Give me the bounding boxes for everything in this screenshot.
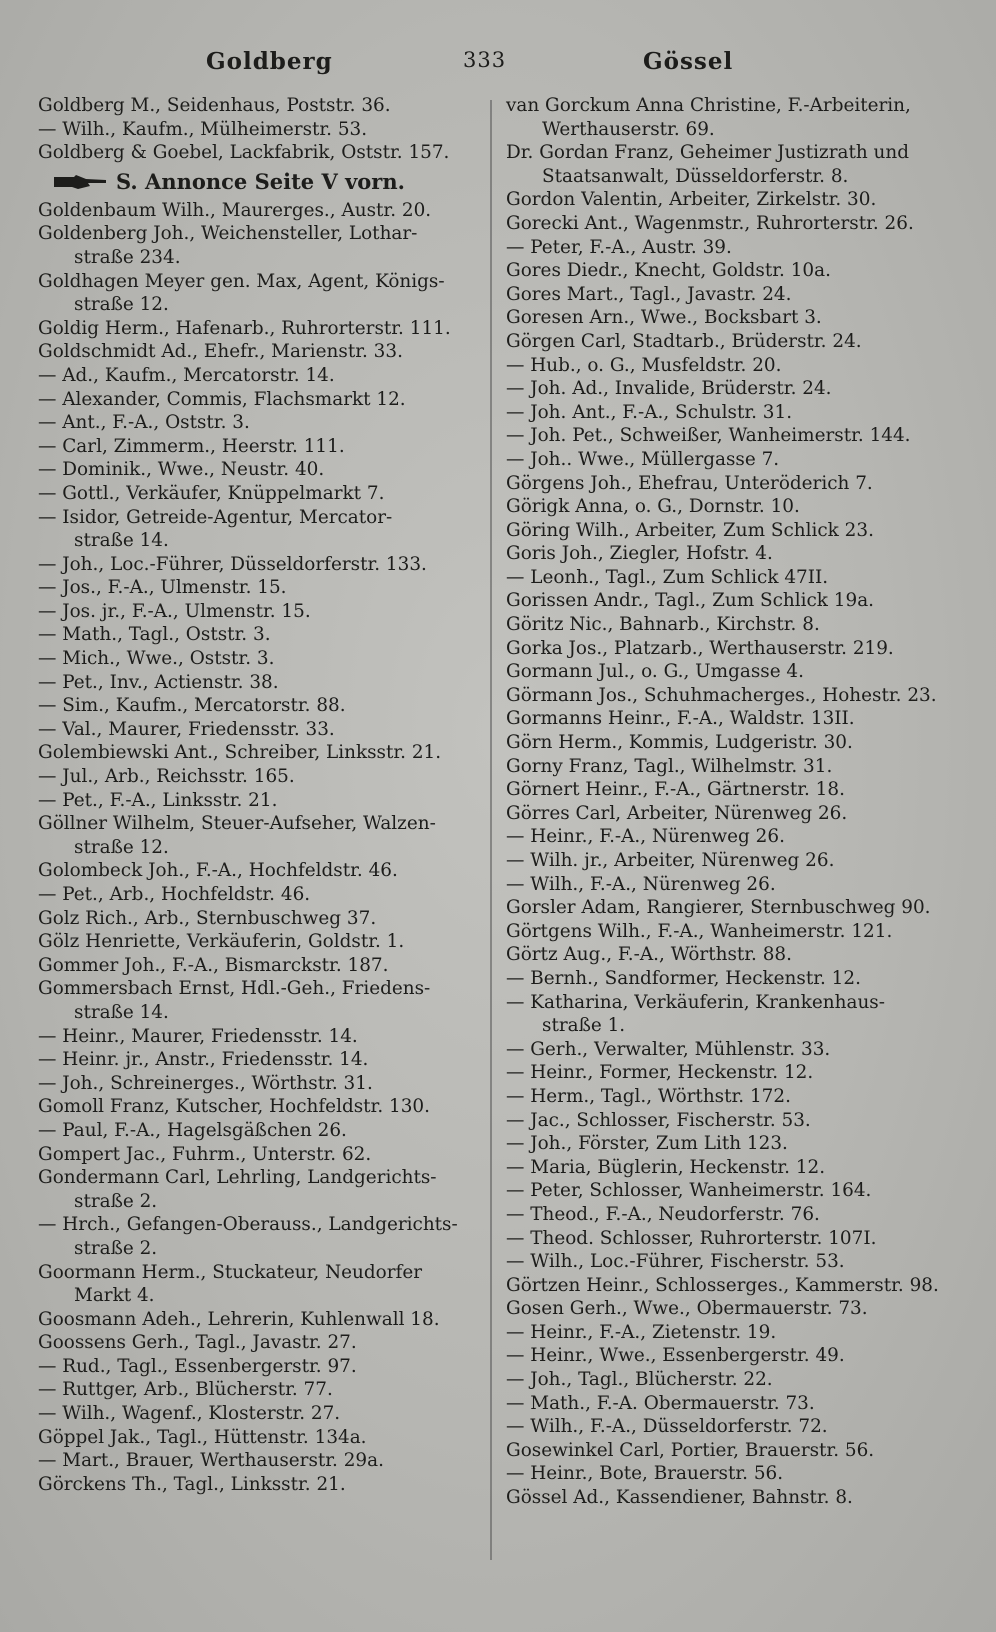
directory-entry: — Joh., Loc.-Führer, Düsseldorferstr. 133. <box>38 553 427 575</box>
directory-entry: van Gorckum Anna Christine, F.-Arbeiterin, <box>506 95 911 116</box>
directory-entry-continuation: straße 12. <box>74 294 169 316</box>
directory-entry-continuation: Staatsanwalt, Düsseldorferstr. 8. <box>542 165 849 187</box>
directory-entry: Göring Wilh., Arbeiter, Zum Schlick 23. <box>506 519 874 541</box>
directory-entry: — Joh., Schreinerges., Wörthstr. 31. <box>38 1072 373 1094</box>
directory-entry: Gores Mart., Tagl., Javastr. 24. <box>506 283 792 305</box>
directory-entry: Görmann Jos., Schuhmacherges., Hohestr. 23. <box>506 684 937 706</box>
directory-entry: — Heinr., Bote, Brauerstr. 56. <box>506 1463 784 1485</box>
directory-entry: Goldschmidt Ad., Ehefr., Marienstr. 33. <box>38 341 403 363</box>
directory-entry: Görtz Aug., F.-A., Wörthstr. 88. <box>506 944 792 966</box>
directory-entry: Gompert Jac., Fuhrm., Unterstr. 62. <box>38 1143 372 1165</box>
page-number: 333 <box>463 48 507 72</box>
directory-entry: — Joh. Pet., Schweißer, Wanheimerstr. 144. <box>506 425 911 447</box>
directory-entry: Gölz Henriette, Verkäuferin, Goldstr. 1. <box>38 931 405 953</box>
directory-entry: Gomoll Franz, Kutscher, Hochfeldstr. 130. <box>38 1096 430 1118</box>
directory-entry: — Alexander, Commis, Flachsmarkt 12. <box>38 388 406 410</box>
directory-entry: Goosmann Adeh., Lehrerin, Kuhlenwall 18. <box>38 1308 440 1330</box>
directory-entry: — Wilh., F.-A., Nürenweg 26. <box>506 873 776 895</box>
directory-entry: — Math., Tagl., Oststr. 3. <box>38 624 271 646</box>
directory-entry: — Joh., Förster, Zum Lith 123. <box>506 1133 788 1155</box>
directory-entry: — Paul, F.-A., Hagelsgäßchen 26. <box>38 1119 347 1141</box>
directory-entry-continuation: straße 234. <box>74 246 181 268</box>
directory-entry: — Hrch., Gefangen-Oberauss., Landgerichts- <box>38 1214 458 1236</box>
directory-entry: Goldenbaum Wilh., Maurerges., Austr. 20. <box>38 199 432 221</box>
directory-entry: Goldhagen Meyer gen. Max, Agent, Königs- <box>38 270 445 292</box>
directory-entry: Göllner Wilhelm, Steuer-Aufseher, Walzen- <box>38 813 436 835</box>
directory-entry: Goris Joh., Ziegler, Hofstr. 4. <box>506 543 773 565</box>
directory-entry: Gosewinkel Carl, Portier, Brauerstr. 56. <box>506 1439 875 1461</box>
directory-entry: — Joh. Ad., Invalide, Brüderstr. 24. <box>506 378 832 400</box>
directory-entry: — Mich., Wwe., Oststr. 3. <box>38 648 275 670</box>
directory-entry: Gommer Joh., F.-A., Bismarckstr. 187. <box>38 954 389 976</box>
directory-entry: — Jos. jr., F.-A., Ulmenstr. 15. <box>38 600 311 622</box>
directory-entry: — Sim., Kaufm., Mercatorstr. 88. <box>38 695 346 717</box>
directory-entry: Gommersbach Ernst, Hdl.-Geh., Friedens- <box>38 978 431 1000</box>
directory-entry: Goresen Arn., Wwe., Bocksbart 3. <box>506 307 822 329</box>
directory-entry-continuation: straße 14. <box>74 530 169 552</box>
directory-entry: — Heinr., Former, Heckenstr. 12. <box>506 1062 814 1084</box>
directory-entry: — Ruttger, Arb., Blücherstr. 77. <box>38 1379 333 1401</box>
directory-entry: — Pet., Inv., Actienstr. 38. <box>38 671 279 693</box>
directory-entry-continuation: straße 14. <box>74 1001 169 1023</box>
directory-entry: — Pet., F.-A., Linksstr. 21. <box>38 789 278 811</box>
directory-entry: Goldenberg Joh., Weichensteller, Lothar- <box>38 223 418 245</box>
directory-entry: — Wilh. jr., Arbeiter, Nürenweg 26. <box>506 850 835 871</box>
directory-entry: — Bernh., Sandformer, Heckenstr. 12. <box>506 967 861 989</box>
directory-entry: — Wilh., Wagenf., Klosterstr. 27. <box>38 1403 341 1425</box>
directory-entry: — Ant., F.-A., Oststr. 3. <box>38 412 250 434</box>
directory-entry: — Heinr., F.-A., Nürenweg 26. <box>506 826 785 848</box>
directory-entry: — Joh. Ant., F.-A., Schulstr. 31. <box>506 401 793 423</box>
directory-entry: — Heinr., Wwe., Essenbergerstr. 49. <box>506 1345 845 1367</box>
directory-entry: Golz Rich., Arb., Sternbuschweg 37. <box>38 907 377 929</box>
directory-entry: Görgen Carl, Stadtarb., Brüderstr. 24. <box>506 330 862 352</box>
directory-entry: — Rud., Tagl., Essenbergerstr. 97. <box>38 1355 357 1377</box>
directory-entry-continuation: straße 2. <box>74 1190 158 1212</box>
directory-entry: — Heinr., Maurer, Friedensstr. 14. <box>38 1025 358 1047</box>
directory-entry: — Wilh., Kaufm., Mülheimerstr. 53. <box>38 118 368 140</box>
directory-entry: Görckens Th., Tagl., Linksstr. 21. <box>38 1473 346 1495</box>
directory-entry: — Maria, Büglerin, Heckenstr. 12. <box>506 1156 826 1178</box>
directory-entry: Gorka Jos., Platzarb., Werthauserstr. 219. <box>506 637 894 659</box>
directory-entry: — Heinr., F.-A., Zietenstr. 19. <box>506 1321 777 1343</box>
annonce-text: S. Annonce Seite V vorn. <box>116 168 405 194</box>
directory-entry: — Joh., Tagl., Blücherstr. 22. <box>506 1369 773 1391</box>
annonce-reference <box>38 165 478 199</box>
directory-entry: — Jul., Arb., Reichsstr. 165. <box>38 766 295 788</box>
directory-entry: — Theod. Schlosser, Ruhrorterstr. 107I. <box>506 1227 877 1249</box>
header-left-keyword: Goldberg <box>206 48 333 75</box>
directory-entry: Gorecki Ant., Wagenmstr., Ruhrorterstr. 26. <box>506 212 914 234</box>
directory-entry: — Peter, F.-A., Austr. 39. <box>506 236 732 258</box>
directory-entry: — Jos., F.-A., Ulmenstr. 15. <box>38 577 287 599</box>
directory-entry: Gorny Franz, Tagl., Wilhelmstr. 31. <box>506 755 833 777</box>
directory-entry: Görigk Anna, o. G., Dornstr. 10. <box>506 496 800 518</box>
directory-entry: Gormanns Heinr., F.-A., Waldstr. 13II. <box>506 708 855 730</box>
directory-entry: Gores Diedr., Knecht, Goldstr. 10a. <box>506 260 831 282</box>
directory-entry: — Val., Maurer, Friedensstr. 33. <box>38 718 335 740</box>
directory-entry: — Joh.. Wwe., Müllergasse 7. <box>506 448 780 470</box>
directory-entry: — Math., F.-A. Obermauerstr. 73. <box>506 1392 815 1414</box>
directory-entry: Gosen Gerh., Wwe., Obermauerstr. 73. <box>506 1298 868 1320</box>
directory-entry: — Isidor, Getreide-Agentur, Mercator- <box>38 506 393 528</box>
directory-entry: Golembiewski Ant., Schreiber, Linksstr. 21. <box>38 742 442 764</box>
directory-entry: Gondermann Carl, Lehrling, Landgerichts- <box>38 1167 437 1189</box>
directory-entry: Gorissen Andr., Tagl., Zum Schlick 19a. <box>506 590 874 612</box>
directory-entry-continuation: straße 12. <box>74 836 169 858</box>
directory-entry: Golombeck Joh., F.-A., Hochfeldstr. 46. <box>38 860 398 882</box>
directory-entry: Görtzen Heinr., Schlosserges., Kammerstr. 98. <box>506 1274 939 1296</box>
directory-entry: Gorsler Adam, Rangierer, Sternbuschweg 90. <box>506 897 931 919</box>
directory-entry: — Dominik., Wwe., Neustr. 40. <box>38 459 325 481</box>
directory-entry: Görres Carl, Arbeiter, Nürenweg 26. <box>506 802 848 824</box>
directory-entry: — Ad., Kaufm., Mercatorstr. 14. <box>38 364 335 386</box>
directory-entry: Goormann Herm., Stuckateur, Neudorfer <box>38 1261 423 1283</box>
directory-entry: — Peter, Schlosser, Wanheimerstr. 164. <box>506 1180 872 1202</box>
directory-entry: Gössel Ad., Kassendiener, Bahnstr. 8. <box>506 1487 853 1509</box>
column-divider <box>490 100 492 1560</box>
directory-entry: — Leonh., Tagl., Zum Schlick 47II. <box>506 566 829 588</box>
directory-entry-continuation: straße 2. <box>74 1237 158 1259</box>
directory-entry: Goossens Gerh., Tagl., Javastr. 27. <box>38 1332 357 1354</box>
directory-entry: Görnert Heinr., F.-A., Gärtnerstr. 18. <box>506 779 845 801</box>
directory-entry-continuation: straße 1. <box>542 1015 626 1037</box>
left-column <box>38 94 478 1496</box>
header-right-keyword: Gössel <box>643 48 734 75</box>
directory-entry: — Pet., Arb., Hochfeldstr. 46. <box>38 884 311 905</box>
directory-entry: — Wilh., F.-A., Düsseldorferstr. 72. <box>506 1416 828 1438</box>
directory-entry-continuation: Markt 4. <box>74 1285 155 1307</box>
directory-entry: Gordon Valentin, Arbeiter, Zirkelstr. 30. <box>506 189 877 211</box>
directory-entry: Göppel Jak., Tagl., Hüttenstr. 134a. <box>38 1426 367 1448</box>
directory-entry: — Katharina, Verkäuferin, Krankenhaus- <box>506 991 885 1013</box>
directory-entry: Gormann Jul., o. G., Umgasse 4. <box>506 661 804 683</box>
pointing-hand-icon <box>52 173 108 191</box>
directory-entry: Goldberg M., Seidenhaus, Poststr. 36. <box>38 95 391 116</box>
directory-entry: Goldberg & Goebel, Lackfabrik, Oststr. 157. <box>38 142 450 164</box>
directory-entry: Görtgens Wilh., F.-A., Wanheimerstr. 121. <box>506 920 893 942</box>
directory-entry: — Gerh., Verwalter, Mühlenstr. 33. <box>506 1038 831 1060</box>
directory-entry: — Wilh., Loc.-Führer, Fischerstr. 53. <box>506 1251 845 1273</box>
right-column <box>506 94 952 1510</box>
directory-entry: — Jac., Schlosser, Fischerstr. 53. <box>506 1109 811 1131</box>
directory-entry: Goldig Herm., Hafenarb., Ruhrorterstr. 111. <box>38 317 451 339</box>
directory-entry: — Herm., Tagl., Wörthstr. 172. <box>506 1085 791 1107</box>
directory-entry: Göritz Nic., Bahnarb., Kirchstr. 8. <box>506 614 820 636</box>
directory-entry: — Hub., o. G., Musfeldstr. 20. <box>506 354 782 376</box>
directory-entry: — Carl, Zimmerm., Heerstr. 111. <box>38 435 345 457</box>
directory-entry: Dr. Gordan Franz, Geheimer Justizrath und <box>506 142 909 164</box>
directory-entry-continuation: Werthauserstr. 69. <box>542 118 715 140</box>
directory-entry: — Theod., F.-A., Neudorferstr. 76. <box>506 1203 820 1225</box>
directory-entry: Görgens Joh., Ehefrau, Unteröderich 7. <box>506 472 873 494</box>
directory-entry: — Gottl., Verkäufer, Knüppelmarkt 7. <box>38 482 385 504</box>
directory-entry: Görn Herm., Kommis, Ludgeristr. 30. <box>506 732 853 754</box>
directory-entry: — Mart., Brauer, Werthauserstr. 29a. <box>38 1450 384 1472</box>
directory-entry: — Heinr. jr., Anstr., Friedensstr. 14. <box>38 1049 369 1071</box>
